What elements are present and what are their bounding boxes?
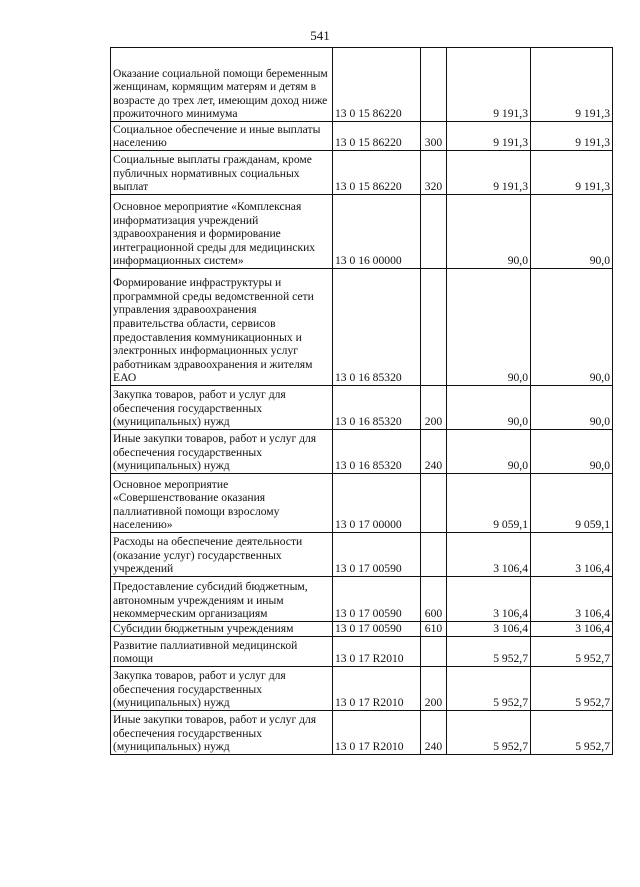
row-amount-1: 5 952,7 — [447, 637, 531, 667]
row-amount-2: 9 191,3 — [531, 48, 613, 122]
row-name: Оказание социальной помощи беременным женщинам, кормящим матерям и детям в возрасте до трех лет, имеющим доход ниже прожиточного минимума — [111, 48, 333, 122]
row-code: 13 0 16 85320 — [333, 386, 421, 430]
row-amount-1: 90,0 — [447, 430, 531, 474]
row-amount-1: 90,0 — [447, 269, 531, 386]
row-name: Формирование инфраструктуры и программной среды ведомственной сети управления здравоохранения правительства области, сервисов предоставления коммуникационных и электронных информационных услуг работникам здравоохранения и жителям ЕАО — [111, 269, 333, 386]
row-name: Иные закупки товаров, работ и услуг для обеспечения государственных (муниципальных) нужд — [111, 430, 333, 474]
table-row — [111, 474, 613, 533]
row-amount-1: 3 106,4 — [447, 533, 531, 577]
row-expense-type: 300 — [421, 122, 447, 151]
row-amount-2: 3 106,4 — [531, 577, 613, 622]
table-row — [111, 711, 613, 755]
row-amount-1: 3 106,4 — [447, 622, 531, 637]
row-expense-type — [421, 48, 447, 122]
row-expense-type: 240 — [421, 711, 447, 755]
row-expense-type — [421, 195, 447, 269]
row-amount-1: 9 059,1 — [447, 474, 531, 533]
row-amount-2: 9 191,3 — [531, 151, 613, 195]
table-row — [111, 151, 613, 195]
row-amount-2: 90,0 — [531, 269, 613, 386]
row-amount-1: 3 106,4 — [447, 577, 531, 622]
row-code: 13 0 15 86220 — [333, 151, 421, 195]
row-code: 13 0 16 85320 — [333, 269, 421, 386]
row-amount-2: 3 106,4 — [531, 622, 613, 637]
row-code: 13 0 17 00000 — [333, 474, 421, 533]
row-expense-type — [421, 637, 447, 667]
row-amount-1: 90,0 — [447, 195, 531, 269]
row-amount-1: 9 191,3 — [447, 48, 531, 122]
row-name: Закупка товаров, работ и услуг для обеспечения государственных (муниципальных) нужд — [111, 386, 333, 430]
row-expense-type — [421, 269, 447, 386]
row-name: Основное мероприятие «Комплексная информатизация учреждений здравоохранения и формирование интеграционной среды для медицинских информационных систем» — [111, 195, 333, 269]
row-code: 13 0 16 85320 — [333, 430, 421, 474]
table-row — [111, 622, 613, 637]
row-amount-1: 9 191,3 — [447, 151, 531, 195]
row-expense-type: 600 — [421, 577, 447, 622]
row-expense-type: 320 — [421, 151, 447, 195]
table-row — [111, 533, 613, 577]
table-row — [111, 195, 613, 269]
table-row — [111, 637, 613, 667]
row-code: 13 0 15 86220 — [333, 122, 421, 151]
row-name: Иные закупки товаров, работ и услуг для обеспечения государственных (муниципальных) нужд — [111, 711, 333, 755]
row-expense-type: 200 — [421, 667, 447, 711]
row-name: Развитие паллиативной медицинской помощи — [111, 637, 333, 667]
row-code: 13 0 17 00590 — [333, 533, 421, 577]
row-amount-2: 90,0 — [531, 430, 613, 474]
row-name: Субсидии бюджетным учреждениям — [111, 622, 333, 637]
row-amount-2: 5 952,7 — [531, 667, 613, 711]
row-name: Социальные выплаты гражданам, кроме публичных нормативных социальных выплат — [111, 151, 333, 195]
table-row — [111, 577, 613, 622]
row-expense-type — [421, 533, 447, 577]
row-code: 13 0 17 R2010 — [333, 637, 421, 667]
table-row — [111, 122, 613, 151]
page-number: 541 — [310, 28, 330, 43]
budget-table-body — [111, 48, 613, 755]
row-amount-1: 5 952,7 — [447, 711, 531, 755]
table-row — [111, 386, 613, 430]
row-amount-2: 90,0 — [531, 386, 613, 430]
row-code: 13 0 15 86220 — [333, 48, 421, 122]
row-expense-type: 200 — [421, 386, 447, 430]
row-amount-1: 5 952,7 — [447, 667, 531, 711]
row-name: Расходы на обеспечение деятельности (оказание услуг) государственных учреждений — [111, 533, 333, 577]
row-amount-2: 90,0 — [531, 195, 613, 269]
row-expense-type: 610 — [421, 622, 447, 637]
row-amount-1: 90,0 — [447, 386, 531, 430]
table-row — [111, 48, 613, 122]
row-expense-type — [421, 474, 447, 533]
budget-table — [110, 47, 613, 755]
row-code: 13 0 17 00590 — [333, 622, 421, 637]
row-code: 13 0 17 R2010 — [333, 711, 421, 755]
row-code: 13 0 16 00000 — [333, 195, 421, 269]
row-expense-type: 240 — [421, 430, 447, 474]
row-amount-2: 5 952,7 — [531, 711, 613, 755]
row-amount-2: 9 191,3 — [531, 122, 613, 151]
table-row — [111, 430, 613, 474]
row-name: Предоставление субсидий бюджетным, автономным учреждениям и иным некоммерческим организациям — [111, 577, 333, 622]
row-code: 13 0 17 R2010 — [333, 667, 421, 711]
row-amount-2: 5 952,7 — [531, 637, 613, 667]
table-row — [111, 667, 613, 711]
row-amount-2: 9 059,1 — [531, 474, 613, 533]
table-row — [111, 269, 613, 386]
row-amount-1: 9 191,3 — [447, 122, 531, 151]
row-name: Закупка товаров, работ и услуг для обеспечения государственных (муниципальных) нужд — [111, 667, 333, 711]
row-amount-2: 3 106,4 — [531, 533, 613, 577]
row-name: Основное мероприятие «Совершенствование оказания паллиативной помощи взрослому населению» — [111, 474, 333, 533]
row-name: Социальное обеспечение и иные выплаты населению — [111, 122, 333, 151]
row-code: 13 0 17 00590 — [333, 577, 421, 622]
